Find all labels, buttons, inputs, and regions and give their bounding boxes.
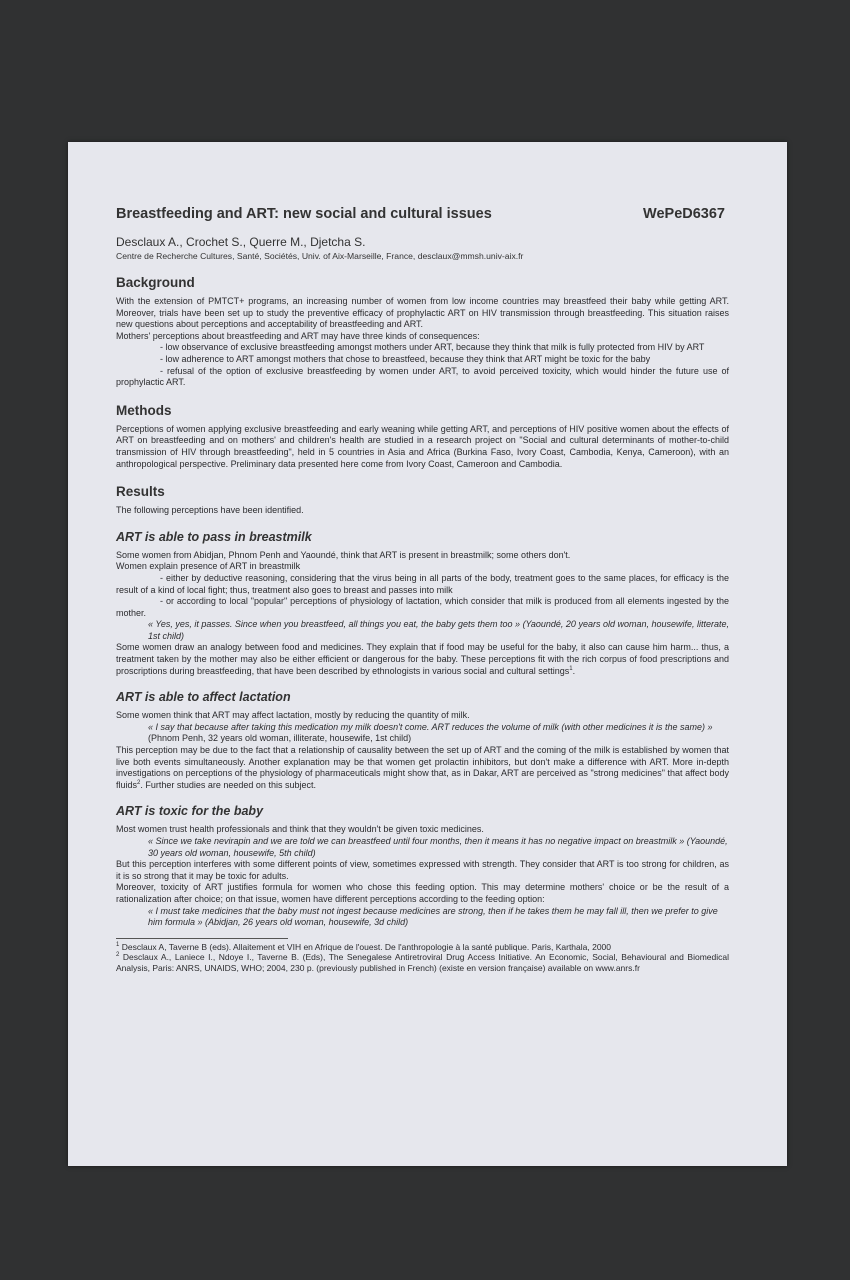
background-bullet-3: - refusal of the option of exclusive breastfeeding by women under ART, to avoid perceived toxicity, which would hinder the future use of prophylactic ART.	[116, 365, 729, 388]
sec2-quote-text: « I say that because after taking this medication my milk doesn't come. ART reduces the volume of milk (with other medicines it is the same) »	[148, 721, 713, 732]
sec1-paragraph-1: Some women from Abidjan, Phnom Penh and Yaoundé, think that ART is present in breastmilk; some others don't.	[116, 549, 571, 560]
footnote-2	[116, 952, 729, 973]
sec1-quote: « Yes, yes, it passes. Since when you breastfeed, all things you eat, the baby gets them too » (Yaoundé, 20 years old woman, housewife, litterate, 1st child)	[148, 619, 730, 641]
section-heading-breastmilk: ART is able to pass in breastmilk	[116, 529, 312, 544]
sec1-bullet-1: - either by deductive reasoning, considering that the virus being in all parts of the body, treatment goes to the same places, for efficacy is the result of a kind of local fight; thus, treatment also goes to breast and passes into milk	[116, 572, 729, 595]
poster-sheet	[68, 142, 787, 1166]
authors: Desclaux A., Crochet S., Querre M., Djetcha S.	[116, 235, 366, 249]
results-paragraph: The following perceptions have been identified.	[116, 505, 304, 516]
background-bullet-1: - low observance of exclusive breastfeeding amongst mothers under ART, because they think that milk is fully protected from HIV by ART	[160, 342, 705, 353]
background-heading: Background	[116, 275, 195, 290]
sec1-bullet-2: - or according to local "popular" perceptions of physiology of lactation, which consider that milk is produced from all elements ingested by the mother.	[116, 596, 729, 618]
sec2-paragraph-2-text: This perception may be due to the fact that a relationship of causality between the set up of ART and the coming of the milk is established by women that live both events simultaneously. Another explanation may be that women get prolactin inhibitors, but don't make a difference with ART. More in-depth investigations on perceptions of the physiology of pharmaceuticals might show that, as in Dakar, ART are perceived as "strong medicines" that affect body fluids	[116, 745, 729, 790]
section-heading-toxic: ART is toxic for the baby	[116, 804, 264, 819]
section-heading-lactation: ART is able to affect lactation	[116, 690, 291, 705]
title-row	[116, 206, 729, 222]
results-heading: Results	[116, 484, 165, 500]
sec2-paragraph-1: Some women think that ART may affect lactation, mostly by reducing the quantity of milk.	[116, 710, 470, 721]
sec1-paragraph-3	[116, 642, 729, 677]
poster-code: WePeD6367	[643, 206, 725, 222]
footnote-ref-2: 2	[137, 779, 141, 786]
sec3-paragraph-3: Moreover, toxicity of ART justifies formula for women who chose this feeding option. This may determine mothers' choice or be the result of a rationalization after choice; on that issue, women have different perceptions according to the feeding option:	[116, 882, 729, 904]
poster-content	[116, 204, 729, 974]
sec3-quote-1: « Since we take nevirapin and we are told we can breastfeed until four months, then it means it has no negative impact on breastmilk » (Yaoundé, 30 years old woman, housewife, 5th child)	[148, 836, 728, 858]
background-paragraph-1: With the extension of PMTCT+ programs, an increasing number of women from low income countries may breastfeed their baby while getting ART. Moreover, trials have been set up to study the preventive efficacy of prophylactic ART on HIV transmission through breastfeeding. This situation raises new questions about perceptions and acceptability of breastfeeding and ART.	[116, 296, 729, 330]
methods-paragraph: Perceptions of women applying exclusive breastfeeding and early weaning while getting ART, and perceptions of HIV positive women about the effects of ART on breastfeeding and on mothers' and children's health are studied in a research project on "Social and cultural determinants of mother-to-child transmission of HIV through breastfeeding", held in 5 countries in Asia and Africa (Burkina Faso, Ivory Coast, Cambodia, Kenya, Cameroon), with an anthropological perspective. Preliminary data presented here come from Ivory Coast, Cameroon and Cambodia.	[116, 423, 729, 469]
sec1-paragraph-3-text: Some women draw an analogy between food and medicines. They explain that if food may be useful for the baby, it also can cause him harm... thus, a treatment taken by the mother may also be either efficient or dangerous for the baby. These perceptions fit with the rich corpus of food prescriptions and proscriptions during breastfeeding, that have been described by ethnologists in various social and cultural settings	[116, 642, 729, 676]
sec3-paragraph-1: Most women trust health professionals and think that they wouldn't be given toxic medicines.	[116, 824, 484, 835]
sec3-quote-2: « I must take medicines that the baby must not ingest because medicines are strong, then if he takes them he may fall ill, then we prefer to give him formula » (Abidjan, 26 years old woman, housewife, 3d child)	[148, 905, 718, 928]
footnote-2-text: Desclaux A., Laniece I., Ndoye I., Taverne B. (Eds), The Senegalese Antiretroviral Drug Access Initiative. An Economic, Social, Behavioural and Biomedical Analysis, Paris: ANRS, UNAIDS, WHO; 2004, 230 p. (previously published in French) (existe en version française) available on www.anrs.fr	[116, 952, 729, 973]
poster-title: Breastfeeding and ART: new social and cultural issues	[116, 206, 492, 222]
footnote-2-number: 2	[116, 952, 120, 959]
footnote-1	[116, 942, 729, 953]
sec1-paragraph-2: Women explain presence of ART in breastmilk	[116, 561, 301, 572]
sec1-paragraph-3-end: .	[572, 665, 576, 676]
footnote-divider	[116, 938, 288, 939]
affiliation: Centre de Recherche Cultures, Santé, Sociétés, Univ. of Aix-Marseille, France, desclaux@mmsh.univ-aix.fr	[116, 251, 524, 261]
sec3-paragraph-2: But this perception interferes with some different points of view, sometimes expressed with strength. They consider that ART is too strong for children, as it is so strong that it may be toxic for adults.	[116, 859, 729, 881]
footnote-1-number: 1	[116, 941, 120, 948]
background-bullet-2: - low adherence to ART amongst mothers that chose to breastfeed, because they think that ART might be toxic for the baby	[160, 353, 651, 364]
background-paragraph-2: Mothers' perceptions about breastfeeding and ART may have three kinds of consequences:	[116, 330, 480, 341]
sec2-quote	[148, 722, 729, 745]
methods-heading: Methods	[116, 402, 172, 418]
footnote-ref-1: 1	[569, 665, 573, 672]
sec2-paragraph-2	[116, 745, 729, 791]
footnote-1-text: Desclaux A, Taverne B (eds). Allaitement et VIH en Afrique de l'ouest. De l'anthropologie à la santé publique. Paris, Karthala, 2000	[119, 941, 612, 952]
sec2-quote-source: (Phnom Penh, 32 years old woman, illiterate, housewife, 1st child)	[148, 733, 412, 744]
sec2-paragraph-2-end: . Further studies are needed on this subject.	[140, 779, 316, 790]
